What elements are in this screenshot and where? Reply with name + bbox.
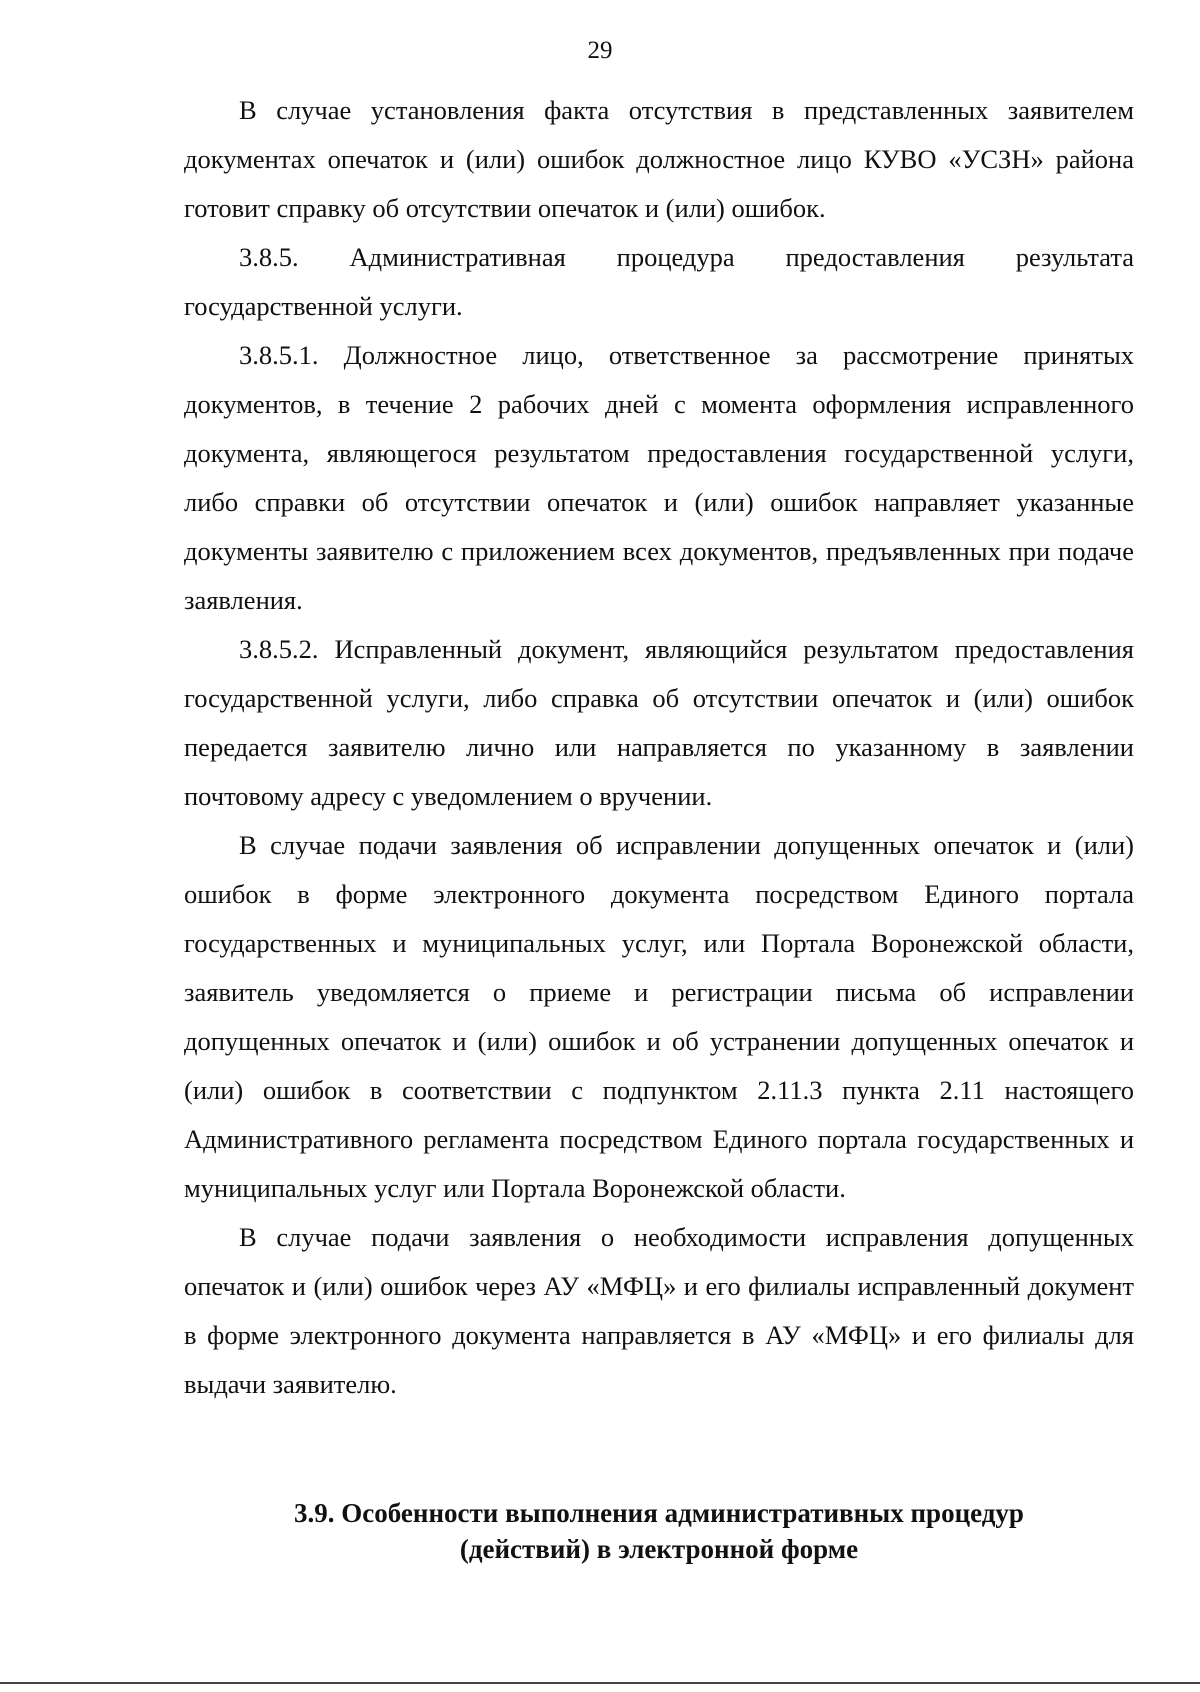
paragraph: 3.8.5. Административная процедура предоставления результата государственной услуги.	[184, 242, 1134, 321]
document-body	[184, 86, 1134, 1409]
page-bottom-divider	[0, 1682, 1200, 1684]
section-heading	[184, 1495, 1134, 1567]
paragraph: В случае подачи заявления об исправлении допущенных опечаток и (или) ошибок в форме электронного документа посредством Единого портала государственных и муниципальных услуг, или Портала Воронежской области, заявитель уведомляется о приеме и регистрации письма об исправлении допущенных опечаток и (или) ошибок и об устранении допущенных опечаток и (или) ошибок в соответствии с подпунктом 2.11.3 пункта 2.11 настоящего Административного регламента посредством Единого портала государственных и муниципальных услуг или Портала Воронежской области.	[184, 830, 1134, 1203]
section-heading-line-1: 3.9. Особенности выполнения административных процедур	[294, 1498, 1024, 1528]
paragraph: 3.8.5.2. Исправленный документ, являющийся результатом предоставления государственной услуги, либо справка об отсутствии опечаток и (или) ошибок передается заявителю лично или направляется по указанному в заявлении почтовому адресу с уведомлением о вручении.	[184, 634, 1134, 811]
paragraph: 3.8.5.1. Должностное лицо, ответственное за рассмотрение принятых документов, в течение 2 рабочих дней с момента оформления исправленного документа, являющегося результатом предоставления государственной услуги, либо справки об отсутствии опечаток и (или) ошибок направляет указанные документы заявителю с приложением всех документов, предъявленных при подаче заявления.	[184, 340, 1134, 615]
section-heading-line-2: (действий) в электронной форме	[459, 1534, 859, 1564]
paragraph: В случае установления факта отсутствия в представленных заявителем документах опечаток и (или) ошибок должностное лицо КУВО «УСЗН» района готовит справку об отсутствии опечаток и (или) ошибок.	[184, 95, 1134, 223]
paragraph: В случае подачи заявления о необходимости исправления допущенных опечаток и (или) ошибок через АУ «МФЦ» и его филиалы исправленный документ в форме электронного документа направляется в АУ «МФЦ» и его филиалы для выдачи заявителю.	[184, 1222, 1134, 1399]
page-number: 29	[587, 37, 613, 64]
